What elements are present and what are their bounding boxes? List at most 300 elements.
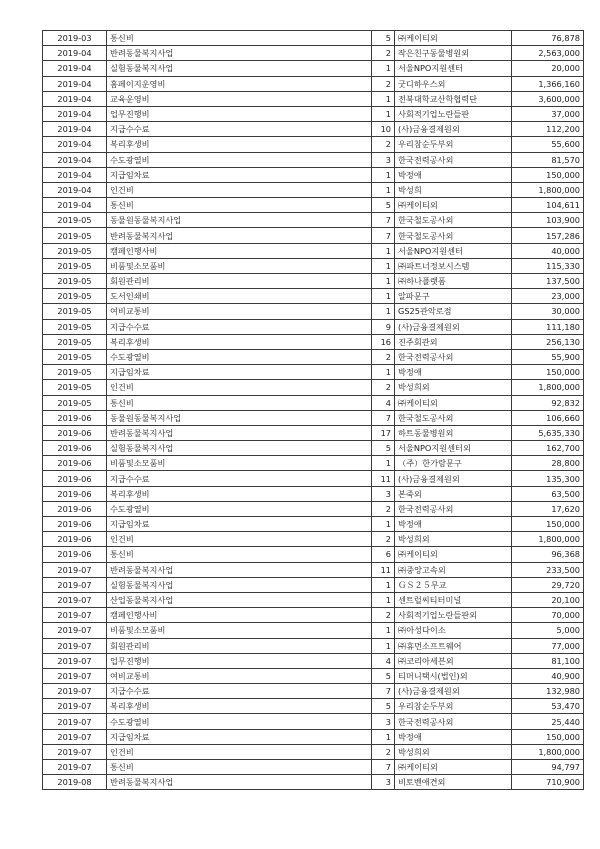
table-row	[43, 182, 584, 197]
expense-item-cell: 캠페인행사비	[107, 608, 372, 623]
expense-item-cell: 홈페이지운영비	[107, 76, 372, 91]
amount-cell: 150,000	[512, 729, 584, 744]
date-cell: 2019-07	[43, 623, 107, 638]
count-cell: 7	[372, 760, 395, 775]
count-cell: 2	[372, 501, 395, 516]
count-cell: 4	[372, 395, 395, 410]
amount-cell: 63,500	[512, 486, 584, 501]
amount-cell: 1,800,000	[512, 182, 584, 197]
count-cell: 7	[372, 684, 395, 699]
amount-cell: 92,832	[512, 395, 584, 410]
table-row	[43, 608, 584, 623]
vendor-cell: 진주회관외	[395, 334, 512, 349]
date-cell: 2019-07	[43, 608, 107, 623]
amount-cell: 3,600,000	[512, 91, 584, 106]
vendor-cell: 비토벤애견외	[395, 775, 512, 790]
amount-cell: 104,611	[512, 198, 584, 213]
date-cell: 2019-07	[43, 577, 107, 592]
vendor-cell: 한국철도공사외	[395, 213, 512, 228]
count-cell: 2	[372, 349, 395, 364]
amount-cell: 5,635,330	[512, 425, 584, 440]
count-cell: 1	[372, 729, 395, 744]
vendor-cell: 한국철도공사외	[395, 410, 512, 425]
count-cell: 2	[372, 608, 395, 623]
amount-cell: 135,300	[512, 471, 584, 486]
expense-item-cell: 통신비	[107, 395, 372, 410]
vendor-cell: ㈜케이티외	[395, 547, 512, 562]
amount-cell: 81,100	[512, 653, 584, 668]
vendor-cell: 한국철도공사외	[395, 228, 512, 243]
table-row	[43, 623, 584, 638]
date-cell: 2019-05	[43, 304, 107, 319]
table-row	[43, 349, 584, 364]
date-cell: 2019-04	[43, 137, 107, 152]
expense-item-cell: 산업동물복지사업	[107, 592, 372, 607]
count-cell: 1	[372, 61, 395, 76]
expense-item-cell: 실험동물복지사업	[107, 577, 372, 592]
vendor-cell: 박정애	[395, 729, 512, 744]
date-cell: 2019-05	[43, 228, 107, 243]
vendor-cell: (사)금융결제원외	[395, 684, 512, 699]
count-cell: 2	[372, 137, 395, 152]
vendor-cell: (사)금융결제원외	[395, 319, 512, 334]
expense-item-cell: 지급임차료	[107, 729, 372, 744]
count-cell: 2	[372, 380, 395, 395]
table-row	[43, 410, 584, 425]
vendor-cell: 서울NPO지원센터외	[395, 441, 512, 456]
count-cell: 1	[372, 182, 395, 197]
expense-item-cell: 통신비	[107, 760, 372, 775]
table-row	[43, 334, 584, 349]
date-cell: 2019-06	[43, 532, 107, 547]
expense-item-cell: 지급임차료	[107, 167, 372, 182]
vendor-cell: 한국전력공사외	[395, 152, 512, 167]
vendor-cell: ＧＳ２５무교	[395, 577, 512, 592]
expense-item-cell: 동물원동물복지사업	[107, 213, 372, 228]
table-row	[43, 91, 584, 106]
count-cell: 11	[372, 562, 395, 577]
count-cell: 10	[372, 122, 395, 137]
table-row	[43, 562, 584, 577]
vendor-cell: 본죽외	[395, 486, 512, 501]
vendor-cell: 하트동물병원외	[395, 425, 512, 440]
vendor-cell: （주）한가람문구	[395, 456, 512, 471]
date-cell: 2019-07	[43, 638, 107, 653]
table-row	[43, 395, 584, 410]
vendor-cell: 서울NPO지원센터	[395, 61, 512, 76]
amount-cell: 30,000	[512, 304, 584, 319]
date-cell: 2019-05	[43, 334, 107, 349]
date-cell: 2019-05	[43, 380, 107, 395]
date-cell: 2019-05	[43, 395, 107, 410]
amount-cell: 111,180	[512, 319, 584, 334]
date-cell: 2019-07	[43, 592, 107, 607]
table-row	[43, 319, 584, 334]
expense-item-cell: 업무진행비	[107, 106, 372, 121]
vendor-cell: 박성희	[395, 182, 512, 197]
amount-cell: 17,620	[512, 501, 584, 516]
vendor-cell: ㈜파트너정보시스템	[395, 258, 512, 273]
vendor-cell: 굿디하우스외	[395, 76, 512, 91]
date-cell: 2019-05	[43, 243, 107, 258]
amount-cell: 162,700	[512, 441, 584, 456]
table-row	[43, 592, 584, 607]
vendor-cell: ㈜아성다이소	[395, 623, 512, 638]
vendor-cell: 사회적기업노란들판	[395, 106, 512, 121]
date-cell: 2019-04	[43, 167, 107, 182]
count-cell: 1	[372, 638, 395, 653]
count-cell: 3	[372, 714, 395, 729]
amount-cell: 37,000	[512, 106, 584, 121]
amount-cell: 1,800,000	[512, 532, 584, 547]
table-row	[43, 122, 584, 137]
table-row	[43, 152, 584, 167]
count-cell: 2	[372, 744, 395, 759]
amount-cell: 25,440	[512, 714, 584, 729]
count-cell: 3	[372, 152, 395, 167]
date-cell: 2019-05	[43, 274, 107, 289]
amount-cell: 137,500	[512, 274, 584, 289]
table-row	[43, 213, 584, 228]
date-cell: 2019-06	[43, 486, 107, 501]
date-cell: 2019-05	[43, 365, 107, 380]
date-cell: 2019-07	[43, 760, 107, 775]
date-cell: 2019-04	[43, 152, 107, 167]
vendor-cell: ㈜케이티외	[395, 31, 512, 46]
count-cell: 1	[372, 258, 395, 273]
expense-item-cell: 통신비	[107, 31, 372, 46]
amount-cell: 20,100	[512, 592, 584, 607]
amount-cell: 103,900	[512, 213, 584, 228]
vendor-cell: 작은친구동물병원외	[395, 46, 512, 61]
expense-item-cell: 지급임차료	[107, 517, 372, 532]
date-cell: 2019-07	[43, 714, 107, 729]
vendor-cell: 한국전력공사외	[395, 714, 512, 729]
expense-item-cell: 여비교통비	[107, 668, 372, 683]
vendor-cell: ㈜케이티외	[395, 198, 512, 213]
vendor-cell: 서울NPO지원센터	[395, 243, 512, 258]
count-cell: 2	[372, 532, 395, 547]
expense-item-cell: 여비교통비	[107, 304, 372, 319]
vendor-cell: ㈜하나플랫폼	[395, 274, 512, 289]
count-cell: 1	[372, 592, 395, 607]
amount-cell: 53,470	[512, 699, 584, 714]
count-cell: 1	[372, 456, 395, 471]
amount-cell: 157,286	[512, 228, 584, 243]
vendor-cell: 박성희외	[395, 744, 512, 759]
table-row	[43, 137, 584, 152]
table-row	[43, 668, 584, 683]
date-cell: 2019-07	[43, 562, 107, 577]
table-row	[43, 274, 584, 289]
table-row	[43, 198, 584, 213]
amount-cell: 20,000	[512, 61, 584, 76]
amount-cell: 23,000	[512, 289, 584, 304]
vendor-cell: 박정애	[395, 517, 512, 532]
expense-item-cell: 도서인쇄비	[107, 289, 372, 304]
table-row	[43, 441, 584, 456]
table-row	[43, 684, 584, 699]
amount-cell: 112,200	[512, 122, 584, 137]
date-cell: 2019-06	[43, 410, 107, 425]
count-cell: 1	[372, 167, 395, 182]
table-row	[43, 380, 584, 395]
table-row	[43, 304, 584, 319]
amount-cell: 40,000	[512, 243, 584, 258]
expense-item-cell: 수도광열비	[107, 152, 372, 167]
date-cell: 2019-07	[43, 684, 107, 699]
count-cell: 1	[372, 517, 395, 532]
table-row	[43, 760, 584, 775]
count-cell: 4	[372, 653, 395, 668]
expense-item-cell: 비품및소모품비	[107, 623, 372, 638]
date-cell: 2019-04	[43, 61, 107, 76]
amount-cell: 94,797	[512, 760, 584, 775]
amount-cell: 55,600	[512, 137, 584, 152]
expense-item-cell: 실험동물복지사업	[107, 61, 372, 76]
amount-cell: 81,570	[512, 152, 584, 167]
amount-cell: 150,000	[512, 167, 584, 182]
date-cell: 2019-06	[43, 517, 107, 532]
expense-ledger-table	[42, 30, 584, 790]
vendor-cell: 한국전력공사외	[395, 501, 512, 516]
table-row	[43, 456, 584, 471]
date-cell: 2019-07	[43, 729, 107, 744]
count-cell: 1	[372, 274, 395, 289]
vendor-cell: 한국전력공사외	[395, 349, 512, 364]
expense-item-cell: 통신비	[107, 547, 372, 562]
date-cell: 2019-04	[43, 76, 107, 91]
date-cell: 2019-03	[43, 31, 107, 46]
amount-cell: 1,366,160	[512, 76, 584, 91]
expense-item-cell: 지급수수료	[107, 122, 372, 137]
table-row	[43, 106, 584, 121]
count-cell: 3	[372, 775, 395, 790]
vendor-cell: 전북대학교산학협력단	[395, 91, 512, 106]
table-row	[43, 729, 584, 744]
table-row	[43, 577, 584, 592]
count-cell: 1	[372, 623, 395, 638]
amount-cell: 150,000	[512, 517, 584, 532]
vendor-cell: ㈜휴먼소프트웨어	[395, 638, 512, 653]
date-cell: 2019-04	[43, 198, 107, 213]
amount-cell: 5,000	[512, 623, 584, 638]
expense-item-cell: 지급임차료	[107, 365, 372, 380]
vendor-cell: GS25관악로점	[395, 304, 512, 319]
table-row	[43, 638, 584, 653]
vendor-cell: 우리참순두부외	[395, 699, 512, 714]
count-cell: 5	[372, 668, 395, 683]
table-row	[43, 714, 584, 729]
table-row	[43, 258, 584, 273]
table-row	[43, 744, 584, 759]
vendor-cell: ㈜케이티외	[395, 395, 512, 410]
count-cell: 7	[372, 213, 395, 228]
count-cell: 1	[372, 304, 395, 319]
date-cell: 2019-04	[43, 91, 107, 106]
expense-item-cell: 수도광열비	[107, 714, 372, 729]
date-cell: 2019-06	[43, 456, 107, 471]
vendor-cell: 박성희외	[395, 380, 512, 395]
count-cell: 9	[372, 319, 395, 334]
amount-cell: 29,720	[512, 577, 584, 592]
expense-item-cell: 실험동물복지사업	[107, 441, 372, 456]
vendor-cell: 박성희외	[395, 532, 512, 547]
count-cell: 5	[372, 198, 395, 213]
expense-item-cell: 반려동물복지사업	[107, 775, 372, 790]
date-cell: 2019-04	[43, 182, 107, 197]
date-cell: 2019-07	[43, 653, 107, 668]
count-cell: 2	[372, 46, 395, 61]
ledger-body	[43, 31, 584, 790]
vendor-cell: 알파문구	[395, 289, 512, 304]
count-cell: 1	[372, 577, 395, 592]
count-cell: 3	[372, 486, 395, 501]
date-cell: 2019-08	[43, 775, 107, 790]
date-cell: 2019-05	[43, 289, 107, 304]
amount-cell: 132,980	[512, 684, 584, 699]
expense-item-cell: 지급수수료	[107, 684, 372, 699]
count-cell: 1	[372, 289, 395, 304]
amount-cell: 55,900	[512, 349, 584, 364]
expense-item-cell: 지급수수료	[107, 471, 372, 486]
table-row	[43, 547, 584, 562]
expense-item-cell: 복리후생비	[107, 137, 372, 152]
count-cell: 1	[372, 91, 395, 106]
count-cell: 17	[372, 425, 395, 440]
vendor-cell: ㈜케이티외	[395, 760, 512, 775]
expense-item-cell: 반려동물복지사업	[107, 228, 372, 243]
expense-item-cell: 지급수수료	[107, 319, 372, 334]
expense-item-cell: 캠페인행사비	[107, 243, 372, 258]
vendor-cell: ㈜중앙고속외	[395, 562, 512, 577]
count-cell: 1	[372, 365, 395, 380]
amount-cell: 28,800	[512, 456, 584, 471]
amount-cell: 233,500	[512, 562, 584, 577]
table-row	[43, 471, 584, 486]
table-row	[43, 289, 584, 304]
expense-item-cell: 통신비	[107, 198, 372, 213]
table-row	[43, 775, 584, 790]
date-cell: 2019-07	[43, 699, 107, 714]
count-cell: 1	[372, 106, 395, 121]
date-cell: 2019-07	[43, 744, 107, 759]
count-cell: 5	[372, 699, 395, 714]
table-row	[43, 31, 584, 46]
date-cell: 2019-05	[43, 319, 107, 334]
expense-item-cell: 인건비	[107, 182, 372, 197]
expense-item-cell: 교육운영비	[107, 91, 372, 106]
amount-cell: 76,878	[512, 31, 584, 46]
expense-item-cell: 복리후생비	[107, 334, 372, 349]
ledger-sheet	[42, 30, 580, 790]
expense-item-cell: 복리후생비	[107, 699, 372, 714]
expense-item-cell: 반려동물복지사업	[107, 46, 372, 61]
amount-cell: 96,368	[512, 547, 584, 562]
vendor-cell: 센트럴씨티터미널	[395, 592, 512, 607]
expense-item-cell: 수도광열비	[107, 349, 372, 364]
vendor-cell: 박정애	[395, 365, 512, 380]
table-row	[43, 425, 584, 440]
amount-cell: 1,800,000	[512, 744, 584, 759]
date-cell: 2019-06	[43, 425, 107, 440]
table-row	[43, 228, 584, 243]
amount-cell: 115,330	[512, 258, 584, 273]
amount-cell: 710,900	[512, 775, 584, 790]
date-cell: 2019-04	[43, 122, 107, 137]
date-cell: 2019-06	[43, 441, 107, 456]
count-cell: 6	[372, 547, 395, 562]
expense-item-cell: 복리후생비	[107, 486, 372, 501]
table-row	[43, 653, 584, 668]
table-row	[43, 532, 584, 547]
date-cell: 2019-07	[43, 668, 107, 683]
table-row	[43, 699, 584, 714]
expense-item-cell: 동물원동물복지사업	[107, 410, 372, 425]
expense-item-cell: 인건비	[107, 532, 372, 547]
table-row	[43, 76, 584, 91]
amount-cell: 106,660	[512, 410, 584, 425]
count-cell: 5	[372, 31, 395, 46]
table-row	[43, 486, 584, 501]
count-cell: 11	[372, 471, 395, 486]
date-cell: 2019-05	[43, 213, 107, 228]
date-cell: 2019-04	[43, 106, 107, 121]
vendor-cell: (사)금융결제원외	[395, 471, 512, 486]
expense-item-cell: 회원관리비	[107, 274, 372, 289]
vendor-cell: 티머니택시(법인)외	[395, 668, 512, 683]
vendor-cell: 우리참순두부외	[395, 137, 512, 152]
date-cell: 2019-05	[43, 349, 107, 364]
amount-cell: 256,130	[512, 334, 584, 349]
expense-item-cell: 반려동물복지사업	[107, 562, 372, 577]
date-cell: 2019-05	[43, 258, 107, 273]
count-cell: 7	[372, 228, 395, 243]
table-row	[43, 517, 584, 532]
expense-item-cell: 인건비	[107, 744, 372, 759]
amount-cell: 2,563,000	[512, 46, 584, 61]
expense-item-cell: 업무진행비	[107, 653, 372, 668]
table-row	[43, 46, 584, 61]
count-cell: 2	[372, 76, 395, 91]
date-cell: 2019-06	[43, 471, 107, 486]
date-cell: 2019-06	[43, 547, 107, 562]
expense-item-cell: 회원관리비	[107, 638, 372, 653]
count-cell: 5	[372, 441, 395, 456]
count-cell: 16	[372, 334, 395, 349]
expense-item-cell: 비품및소모품비	[107, 456, 372, 471]
table-row	[43, 365, 584, 380]
date-cell: 2019-06	[43, 501, 107, 516]
table-row	[43, 61, 584, 76]
expense-item-cell: 반려동물복지사업	[107, 425, 372, 440]
table-row	[43, 501, 584, 516]
vendor-cell: (사)금융결제원외	[395, 122, 512, 137]
amount-cell: 1,800,000	[512, 380, 584, 395]
amount-cell: 77,000	[512, 638, 584, 653]
expense-item-cell: 인건비	[107, 380, 372, 395]
expense-item-cell: 수도광열비	[107, 501, 372, 516]
vendor-cell: 박정애	[395, 167, 512, 182]
count-cell: 1	[372, 243, 395, 258]
expense-item-cell: 비품및소모품비	[107, 258, 372, 273]
count-cell: 7	[372, 410, 395, 425]
vendor-cell: 사회적기업노란들판외	[395, 608, 512, 623]
date-cell: 2019-04	[43, 46, 107, 61]
amount-cell: 40,900	[512, 668, 584, 683]
amount-cell: 150,000	[512, 365, 584, 380]
table-row	[43, 243, 584, 258]
